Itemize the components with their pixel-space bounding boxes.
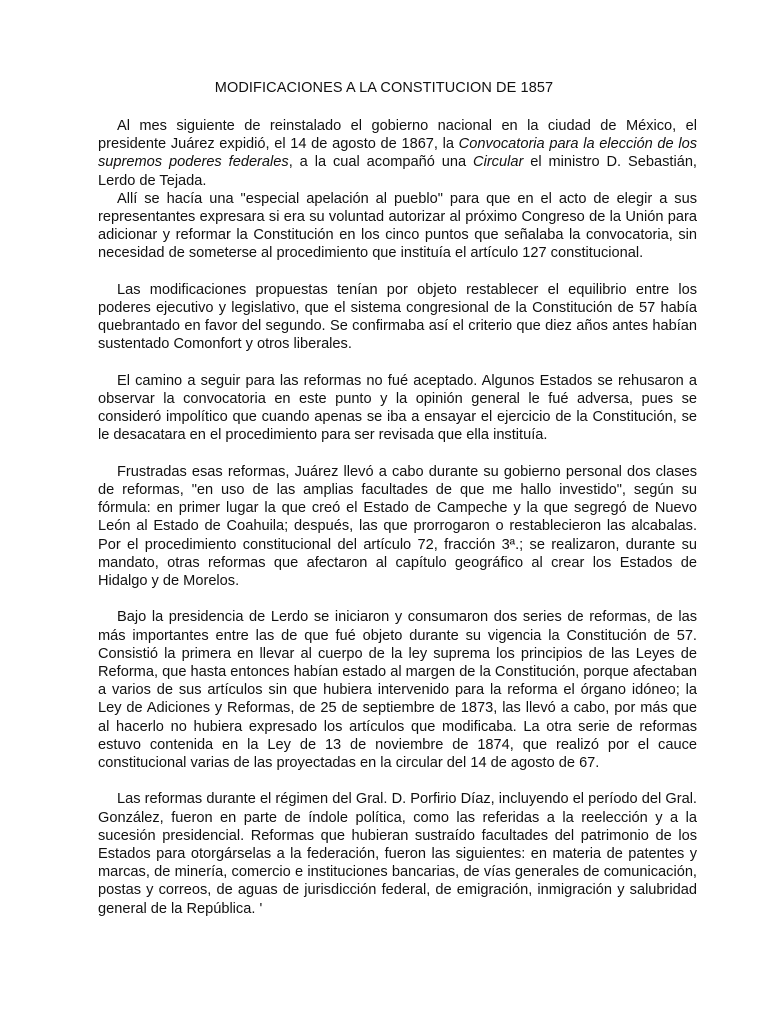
paragraph-1-part-a: Al mes siguiente de reinstalado el gobierno nacional en la ciudad de México, el presidente Juárez expidió, el 14 de agosto de 1867, la [98,118,697,153]
document-title: MODIFICACIONES A LA CONSTITUCION DE 1857 [214,80,554,96]
convocatoria-title: Convocatoria para la elección de los supremos poderes federales [98,136,697,171]
paragraph-1-part-e: el ministro D. Sebastián, Lerdo de Tejada. [98,154,697,189]
paragraph-1-part-c: , a la cual acompañó una [288,154,474,171]
paragraph-4: El camino a seguir para las reformas no fué aceptado. Algunos Estados se rehusaron a observar la convocatoria en este punto y la opinión general le fué adversa, pues se consideró impolítico que cuando apenas se iba a ensayar el ejercicio de la Constitución, se le desacatara en el procedimiento para ser revisada que ella instituía. [98,372,697,444]
circular-word: Circular [473,154,524,171]
paragraph-7: Las reformas durante el régimen del Gral. D. Porfirio Díaz, incluyendo el período del Gral. González, fueron en parte de índole política, como las referidas a la reelección y a la sucesión presidencial. Reformas que hubieran sustraído facultades del patrimonio de los Estados para otorgárselas a la federación, fueron las siguientes: en materia de patentes y marcas, de minería, comercio e instituciones bancarias, de vías generales de comunicación, postas y correos, de aguas de jurisdicción federal, de emigración, inmigración y salubridad general de la República. ' [98,791,697,917]
paragraph-5: Frustradas esas reformas, Juárez llevó a cabo durante su gobierno personal dos clases de reformas, "en uso de las amplias facultades de que me hallo investido", según su fórmula: en primer lugar la que creó el Estado de Campeche y la que segregó de Nuevo León al Estado de Coahuila; después, las que prorrogaron o restablecieron las alcabalas. Por el procedimiento constitucional del artículo 72, fracción 3ª.; se realizaron, durante su mandato, otras reformas que afectaron al capítulo geográfico al crear los Estados de Hidalgo y de Morelos. [98,463,697,590]
paragraph-3: Las modificaciones propuestas tenían por objeto restablecer el equilibrio entre los poderes ejecutivo y legislativo, que el sistema congresional de la Constitución de 57 había quebrantado en favor del segundo. Se confirmaba así el criterio que diez años antes habían sustentado Comonfort y otros liberales. [98,281,697,353]
paragraph-2: Allí se hacía una "especial apelación al pueblo" para que en el acto de elegir a sus representantes expresara si era su voluntad autorizar al próximo Congreso de la Unión para adicionar y reformar la Constitución en los cinco puntos que señalaba la convocatoria, sin necesidad de someterse al procedimiento que instituía el artículo 127 constitucional. [98,190,697,262]
paragraph-6: Bajo la presidencia de Lerdo se iniciaron y consumaron dos series de reformas, de las más importantes entre las de que fué objeto durante su vigencia la Constitución de 57. Consistió la primera en llevar al cuerpo de la ley suprema los principios de las Leyes de Reforma, que hasta entonces habían estado al margen de la Constitución, porque afectaban a varios de sus artículos sin que hubiera intervenido para la reforma el órgano idóneo; la Ley de Adiciones y Reformas, de 25 de septiembre de 1873, las llevó a cabo, por más que al hacerlo no hubiera expresado los artículos que modificaba. La otra serie de reformas estuvo contenida en la Ley de 13 de noviembre de 1874, que realizó por el cauce constitucional varias de las proyectadas en la circular del 14 de agosto de 67. [98,609,697,772]
paragraph-1 [98,117,697,190]
document-body [98,117,697,918]
